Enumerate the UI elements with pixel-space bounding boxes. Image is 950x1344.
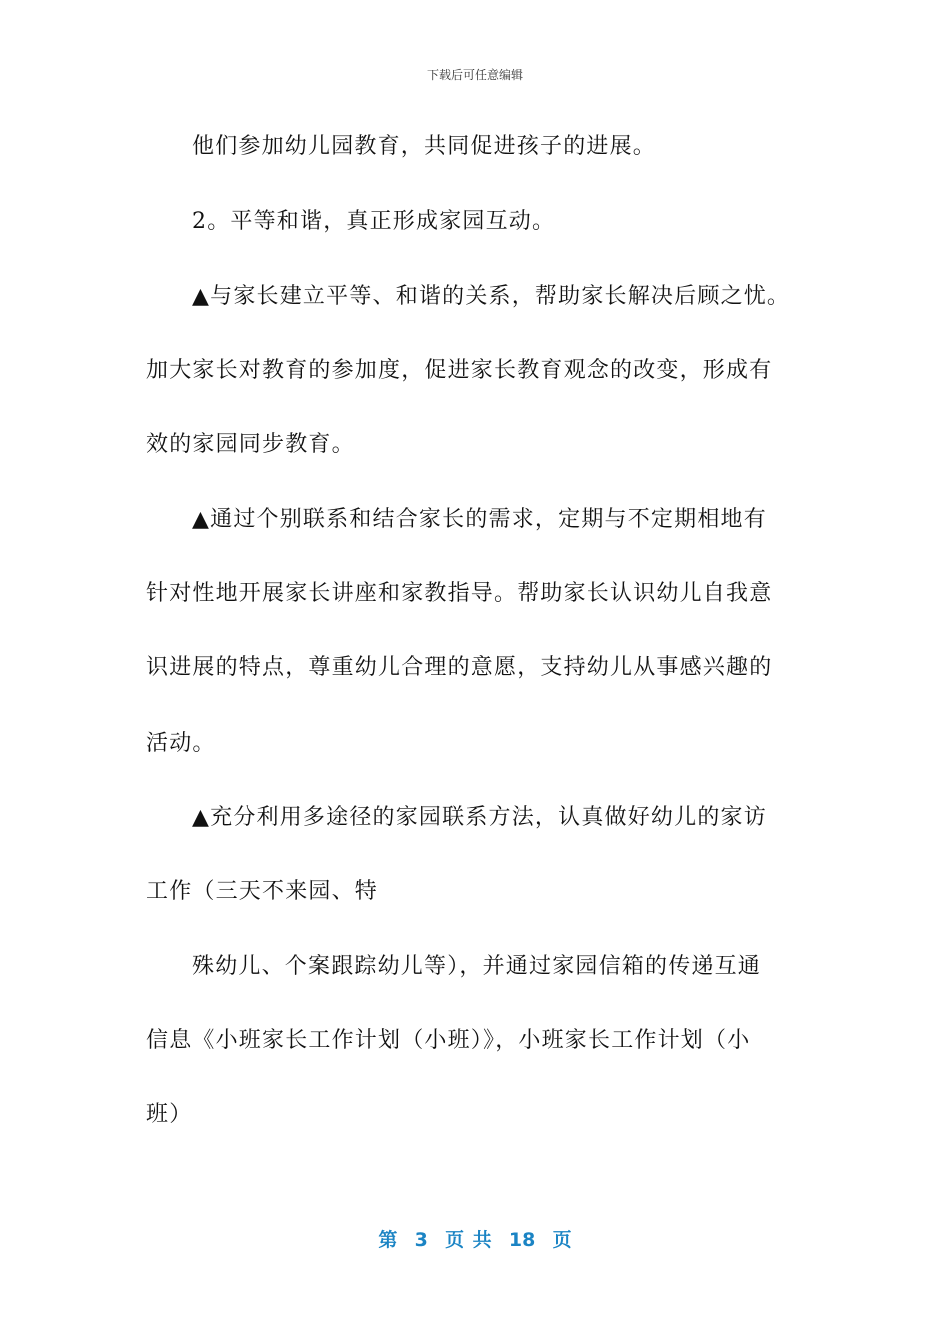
text-line-12: 殊幼儿、个案跟踪幼儿等），并通过家园信箱的传递互通: [192, 954, 762, 979]
text-line-5: 效的家园同步教育。: [146, 432, 355, 457]
text-line-2: 2。平等和谐，真正形成家园互动。: [192, 209, 556, 234]
text-line-6: ▲通过个别联系和结合家长的需求，定期与不定期相地有: [192, 507, 767, 532]
text-line-9: 活动。: [146, 731, 216, 756]
text-line-14: 班）: [146, 1102, 193, 1127]
text-line-11: 工作（三天不来园、特: [146, 879, 379, 904]
text-line-13: 信息《小班家长工作计划（小班）》，小班家长工作计划（小: [146, 1028, 751, 1053]
text-line-3: ▲与家长建立平等、和谐的关系，帮助家长解决后顾之忧。: [192, 284, 791, 309]
text-line-10: ▲充分利用多途径的家园联系方法，认真做好幼儿的家访: [192, 805, 767, 830]
text-line-8: 识进展的特点，尊重幼儿合理的意愿，支持幼儿从事感兴趣的: [146, 655, 773, 680]
text-line-7: 针对性地开展家长讲座和家教指导。帮助家长认识幼儿自我意: [146, 581, 773, 606]
header-note: 下载后可任意编辑: [426, 68, 523, 82]
page-number-footer: 第 3 页 共 18 页: [378, 1229, 572, 1251]
text-line-1: 他们参加幼儿园教育，共同促进孩子的进展。: [192, 134, 657, 159]
text-line-4: 加大家长对教育的参加度，促进家长教育观念的改变，形成有: [146, 358, 773, 383]
